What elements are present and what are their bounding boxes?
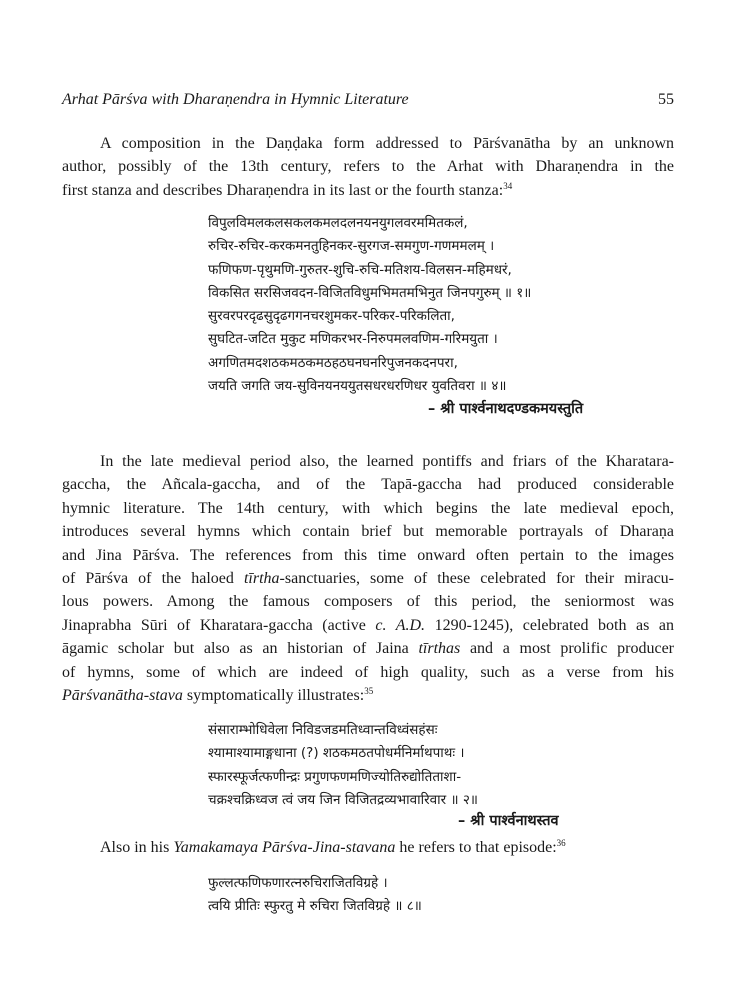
footnote-marker: 35 — [364, 686, 374, 697]
text-line: lous powers. Among the famous composers of this period, the seniormost was — [62, 593, 674, 611]
footnote-marker: 36 — [556, 838, 566, 848]
text-line: A composition in the Daṇḍaka form addressed to Pārśvanātha by an unknown — [100, 135, 674, 152]
paragraph-late-medieval — [62, 450, 674, 707]
sanskrit-verse-dandaka — [208, 212, 531, 398]
verse-line: फणिफण-पृथुमणि-गुरुतर-शुचि-रुचि-मतिशय-विलसन-महिमधरं, — [208, 261, 512, 278]
verse-line: श्यामाश्यामाङ्गधाना (?) शठकमठतपोधर्मनिर्माथपाथः । — [208, 745, 465, 762]
verse-line: अगणितमदशठकमठकमठहठघनघनरिपुजनकदनपरा, — [208, 354, 458, 371]
verse-line: सुघटित-जटित मुकुट मणिकरभर-निरुपमलवणिम-गरिमयुता । — [208, 331, 498, 348]
italic-term: c. A.D. — [375, 616, 426, 634]
verse-line: विकसित सरसिजवदन-विजितविधुमभिमतमभिनुत जिनपगुरुम् ॥ १॥ — [208, 284, 532, 301]
text-line: āgamic scholar but also as an historian of Jaina tīrthas and a most prolific producer — [62, 640, 674, 658]
verse-line: संसाराम्भोधिवेला निविडजडमतिध्वान्तविध्वंसहंसः — [208, 722, 438, 738]
text-line: Jinaprabha Sūri of Kharatara-gaccha (active c. A.D. 1290-1245), celebrated both as an — [62, 616, 675, 634]
verse-line: फुल्लत्फणिफणारत्नरुचिराजितविग्रहे । — [208, 875, 388, 891]
running-title: Arhat Pārśva with Dharaṇendra in Hymnic Literature — [62, 91, 409, 108]
italic-title: Pārśvanātha-stava — [62, 687, 183, 705]
text-line: In the late medieval period also, the learned pontiffs and friars of the Kharatara- — [100, 453, 674, 470]
text-line: author, possibly of the 13th century, refers to the Arhat with Dharaṇendra in the — [62, 158, 674, 176]
text-line: and Jina Pārśva. The references from this time onward often pertain to the images — [62, 546, 674, 564]
text-line: of Pārśva of the haloed tīrtha-sanctuaries, some of these celebrated for their miracu- — [62, 570, 674, 588]
verse-attribution: – श्री पार्श्वनाथस्तव — [458, 813, 559, 829]
italic-term: tīrthas — [418, 640, 461, 658]
verse-line: जयति जगति जय-सुविनयनययुतसधरधरणिधर युवतिवरा ॥ ४॥ — [208, 378, 507, 395]
sanskrit-verse-yamaka — [208, 872, 422, 919]
verse-attribution: – श्री पार्श्वनाथदण्डकमयस्तुति — [428, 401, 584, 417]
text-line: of hymns, some of which are indeed of high quality, such as a verse from his — [62, 663, 674, 681]
verse-line: त्वयि प्रीतिः स्फुरतु मे रुचिरा जितविग्रहे ॥ ८॥ — [208, 898, 422, 915]
sanskrit-verse-stava — [208, 719, 478, 812]
verse-line: चक्रश्चक्रिध्वज त्वं जय जिन विजितद्रव्यभावारिवार ॥ २॥ — [208, 791, 478, 808]
verse-line: रुचिर-रुचिर-करकमनतुहिनकर-सुरगज-समगुण-गणममलम् । — [208, 238, 495, 255]
text-line: hymnic literature. The 14th century, with which begins the late medieval epoch, — [62, 499, 674, 517]
text-line: Also in his Yamakamaya Pārśva-Jina-stavana he refers to that episode:$^{36}$ — [100, 838, 566, 856]
italic-title: Yamakamaya Pārśva-Jina-stavana — [173, 839, 396, 856]
text-line: introduces several hymns which contain brief but memorable portrayals of Dharaṇa — [62, 523, 674, 541]
verse-line: सुरवरपरदृढसुदृढगगनचरशुमकर-परिकर-परिकलिता, — [208, 308, 455, 325]
footnote-marker: 34 — [503, 180, 513, 191]
verse-line: विपुलविमलकलसकलकमलदलनयनयुगलवरममितकलं, — [208, 215, 468, 231]
italic-term: tīrtha — [243, 570, 280, 588]
text-line: Pārśvanātha-stava symptomatically illustrates:$^{35}$ — [62, 686, 374, 705]
text-line: first stanza and describes Dharaṇendra in its last or the fourth stanza:$^{34}$ — [62, 180, 513, 199]
text-line: gaccha, the Añcala-gaccha, and of the Tapā-gaccha had produced considerable — [62, 476, 674, 494]
page-number: 55 — [658, 91, 674, 108]
paragraph-yamakamaya — [100, 836, 674, 859]
verse-line: स्फारस्फूर्जत्फणीन्द्रः प्रगुणफणमणिज्योतिरुद्योतिताशा- — [208, 768, 462, 785]
paragraph-intro — [62, 132, 674, 202]
